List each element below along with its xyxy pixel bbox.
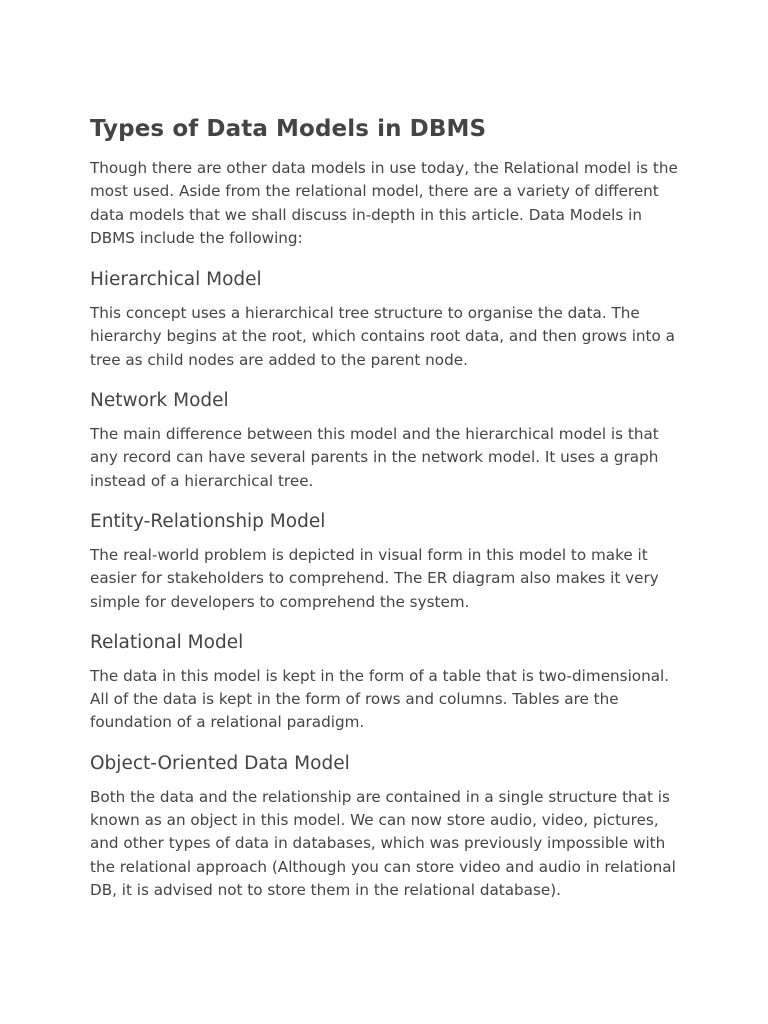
- section-network-model: [90, 388, 690, 493]
- section-heading: Hierarchical Model: [90, 269, 262, 291]
- section-body: The main difference between this model and the hierarchical model is that any record can have several parents in the network model. It uses a graph instead of a hierarchical tree.: [90, 425, 659, 490]
- document-page: [90, 112, 690, 918]
- section-heading: Relational Model: [90, 631, 244, 653]
- section-heading: Network Model: [90, 390, 229, 412]
- intro-paragraph: Though there are other data models in use today, the Relational model is the most used. Aside from the relational model, there are a variety of different data models that we shall discuss in-depth in this article. Data Models in DBMS include the following:: [90, 159, 678, 247]
- section-entity-relationship-model: [90, 509, 690, 614]
- section-hierarchical-model: [90, 267, 690, 372]
- section-heading: Object-Oriented Data Model: [90, 752, 350, 774]
- section-heading: Entity-Relationship Model: [90, 510, 326, 532]
- section-body: The data in this model is kept in the form of a table that is two-dimensional. All of the data is kept in the form of rows and columns. Tables are the foundation of a relational paradigm.: [90, 666, 670, 732]
- section-body: This concept uses a hierarchical tree structure to organise the data. The hierarchy begins at the root, which contains root data, and then grows into a tree as child nodes are added to the parent node.: [90, 304, 675, 369]
- section-body: The real-world problem is depicted in visual form in this model to make it easier for stakeholders to comprehend. The ER diagram also makes it very simple for developers to comprehend the system.: [90, 545, 659, 611]
- section-body: Both the data and the relationship are contained in a single structure that is known as an object in this model. We can now store audio, video, pictures, and other types of data in databases, which was previously impossible with the relational approach (Although you can store video and audio in relational DB, it is advised not to store them in the relational database).: [90, 787, 676, 899]
- section-object-oriented-data-model: [90, 751, 690, 902]
- page-title: Types of Data Models in DBMS: [90, 116, 487, 142]
- section-relational-model: [90, 630, 690, 735]
